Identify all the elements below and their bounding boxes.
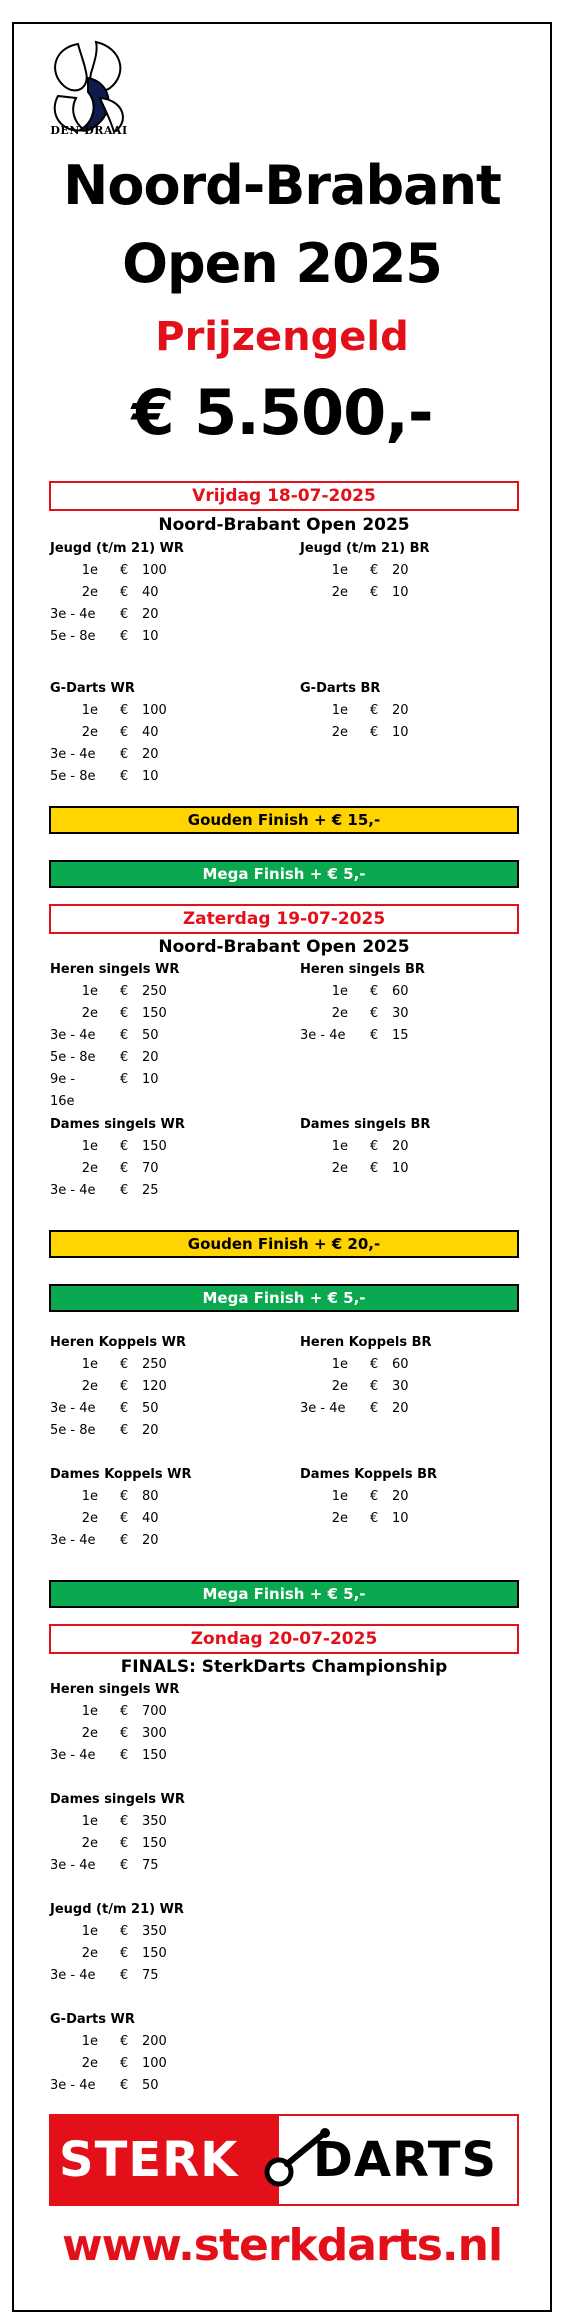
placement: 3e - 4e (50, 1401, 96, 1416)
euro-sign: € (120, 703, 129, 718)
placement: 1e (81, 1924, 98, 1939)
euro-sign: € (120, 1814, 129, 1829)
euro-sign: € (120, 1704, 129, 1719)
prize-amount: 10 (392, 1511, 409, 1526)
placement: 1e (331, 984, 348, 999)
placement: 3e - 4e (50, 607, 96, 622)
placement: 1e (331, 1139, 348, 1154)
euro-sign: € (370, 1489, 379, 1504)
sponsor-banner (49, 2114, 519, 2206)
prize-amount: 10 (142, 769, 159, 784)
title-line-2: Open 2025 (122, 232, 442, 295)
placement: 1e (81, 563, 98, 578)
euro-sign: € (120, 747, 129, 762)
prize-category-title: Jeugd (t/m 21) WR (50, 541, 184, 556)
prize-row (50, 1833, 270, 1855)
prize-amount: 10 (392, 1161, 409, 1176)
prize-amount: 20 (392, 1139, 409, 1154)
total-prize: € 5.500,- (131, 376, 433, 449)
gouden-finish-bar: Gouden Finish + € 20,- (49, 1230, 519, 1258)
prize-amount: 70 (142, 1161, 159, 1176)
prize-block (50, 2009, 270, 2097)
placement: 2e (81, 1836, 98, 1851)
prize-block (300, 1114, 520, 1180)
prize-amount: 350 (142, 1924, 167, 1939)
prize-amount: 250 (142, 984, 167, 999)
placement: 1e (81, 2034, 98, 2049)
euro-sign: € (120, 1748, 129, 1763)
placement: 1e (81, 1357, 98, 1372)
prize-row (300, 1025, 520, 1047)
euro-sign: € (370, 1357, 379, 1372)
prize-row (300, 582, 520, 604)
prize-amount: 150 (142, 1836, 167, 1851)
euro-sign: € (370, 725, 379, 740)
prize-amount: 20 (392, 1489, 409, 1504)
prize-row (300, 1158, 520, 1180)
prize-block (50, 1789, 270, 1877)
day-bar-sunday: Zondag 20-07-2025 (49, 1624, 519, 1654)
prize-amount: 350 (142, 1814, 167, 1829)
prize-row (50, 1376, 270, 1398)
prize-amount: 120 (142, 1379, 167, 1394)
euro-sign: € (120, 1858, 129, 1873)
prize-row (50, 766, 270, 788)
prize-row (50, 1508, 270, 1530)
subtitle: Prijzengeld (155, 314, 409, 360)
euro-sign: € (370, 1511, 379, 1526)
euro-sign: € (120, 1072, 129, 1087)
prize-row (50, 626, 270, 648)
prize-category-title: G-Darts WR (50, 681, 135, 696)
euro-sign: € (120, 1401, 129, 1416)
placement: 5e - 8e (50, 769, 96, 784)
mega-finish-bar: Mega Finish + € 5,- (49, 1580, 519, 1608)
prize-row (50, 2031, 270, 2053)
euro-sign: € (370, 1139, 379, 1154)
placement: 2e (81, 585, 98, 600)
euro-sign: € (120, 2034, 129, 2049)
prize-block (50, 1464, 270, 1552)
euro-sign: € (120, 984, 129, 999)
prize-category-title: Heren singels WR (50, 1682, 180, 1697)
event-title-sunday: FINALS: SterkDarts Championship (120, 1657, 448, 1677)
prize-row (50, 1723, 270, 1745)
placement: 5e - 8e (50, 1423, 96, 1438)
euro-sign: € (120, 563, 129, 578)
event-title-friday: Noord-Brabant Open 2025 (158, 515, 410, 535)
poster (12, 22, 552, 2312)
prize-category-title: Dames Koppels BR (300, 1467, 438, 1482)
prize-block (50, 1114, 270, 1202)
prize-row (50, 1486, 270, 1508)
placement: 2e (331, 725, 348, 740)
prize-row (50, 560, 270, 582)
prize-category-title: Dames singels BR (300, 1117, 431, 1132)
euro-sign: € (120, 725, 129, 740)
euro-sign: € (120, 1423, 129, 1438)
placement: 1e (331, 1489, 348, 1504)
prize-category-title: Dames singels WR (50, 1792, 185, 1807)
prize-row (50, 1047, 270, 1069)
euro-sign: € (120, 1028, 129, 1043)
euro-sign: € (120, 607, 129, 622)
prize-amount: 100 (142, 703, 167, 718)
prize-row (50, 1003, 270, 1025)
prize-row (300, 1376, 520, 1398)
gouden-finish-bar: Gouden Finish + € 15,- (49, 806, 519, 834)
euro-sign: € (120, 1533, 129, 1548)
prize-amount: 20 (392, 703, 409, 718)
placement: 1e (81, 703, 98, 718)
prize-amount: 60 (392, 984, 409, 999)
prize-row (50, 1180, 270, 1202)
prize-amount: 20 (142, 607, 159, 622)
euro-sign: € (120, 585, 129, 600)
euro-sign: € (120, 1924, 129, 1939)
placement: 1e (331, 703, 348, 718)
euro-sign: € (120, 1968, 129, 1983)
placement: 2e (81, 2056, 98, 2071)
placement: 3e - 4e (50, 1183, 96, 1198)
prize-category-title: Heren singels WR (50, 962, 180, 977)
title-line-1: Noord-Brabant (63, 154, 501, 217)
prize-row (50, 722, 270, 744)
prize-amount: 250 (142, 1357, 167, 1372)
euro-sign: € (370, 1161, 379, 1176)
event-title-saturday: Noord-Brabant Open 2025 (158, 937, 410, 957)
placement: 2e (81, 1161, 98, 1176)
euro-sign: € (120, 629, 129, 644)
prize-amount: 20 (142, 1423, 159, 1438)
prize-amount: 20 (392, 1401, 409, 1416)
prize-row (300, 1354, 520, 1376)
placement: 2e (81, 1379, 98, 1394)
placement: 2e (331, 1379, 348, 1394)
prize-amount: 40 (142, 725, 159, 740)
euro-sign: € (370, 585, 379, 600)
prize-amount: 100 (142, 563, 167, 578)
prize-block (300, 538, 520, 604)
placement: 3e - 4e (50, 1533, 96, 1548)
placement: 1e (81, 984, 98, 999)
prize-amount: 50 (142, 1028, 159, 1043)
prize-row (300, 560, 520, 582)
placement: 3e - 4e (50, 1028, 96, 1043)
prize-amount: 50 (142, 1401, 159, 1416)
prize-row (50, 1354, 270, 1376)
placement: 3e - 4e (50, 747, 96, 762)
prize-block (50, 678, 270, 788)
euro-sign: € (120, 1726, 129, 1741)
prize-category-title: Heren Koppels BR (300, 1335, 432, 1350)
prize-row (300, 1398, 520, 1420)
prize-block (50, 1899, 270, 1987)
prize-row (50, 1398, 270, 1420)
placement: 5e - 8e (50, 629, 96, 644)
euro-sign: € (120, 2056, 129, 2071)
prize-row (50, 700, 270, 722)
prize-amount: 10 (392, 725, 409, 740)
prize-category-title: G-Darts BR (300, 681, 381, 696)
prize-category-title: Heren singels BR (300, 962, 425, 977)
euro-sign: € (120, 1183, 129, 1198)
prize-category-title: G-Darts WR (50, 2012, 135, 2027)
prize-row (50, 1921, 270, 1943)
prize-row (300, 1136, 520, 1158)
prize-amount: 150 (142, 1946, 167, 1961)
mega-finish-bar: Mega Finish + € 5,- (49, 1284, 519, 1312)
prize-amount: 60 (392, 1357, 409, 1372)
day-bar-friday: Vrijdag 18-07-2025 (49, 481, 519, 511)
prize-row (300, 1003, 520, 1025)
euro-sign: € (120, 1006, 129, 1021)
prize-category-title: Jeugd (t/m 21) WR (50, 1902, 184, 1917)
prize-row (50, 2053, 270, 2075)
placement: 1e (81, 1489, 98, 1504)
prize-amount: 150 (142, 1006, 167, 1021)
prize-block (300, 1464, 520, 1530)
prize-block (50, 1332, 270, 1442)
prize-row (300, 1486, 520, 1508)
prize-amount: 15 (392, 1028, 409, 1043)
prize-amount: 40 (142, 585, 159, 600)
prize-row (50, 1855, 270, 1877)
placement: 1e (81, 1704, 98, 1719)
prize-amount: 10 (142, 1072, 159, 1087)
euro-sign: € (120, 1161, 129, 1176)
placement: 2e (331, 1006, 348, 1021)
prize-block (50, 1679, 270, 1767)
prize-row (300, 722, 520, 744)
prize-category-title: Dames singels WR (50, 1117, 185, 1132)
prize-amount: 200 (142, 2034, 167, 2049)
prize-row (300, 981, 520, 1003)
placement: 2e (331, 1161, 348, 1176)
prize-row (50, 2075, 270, 2097)
euro-sign: € (370, 1401, 379, 1416)
prize-amount: 25 (142, 1183, 159, 1198)
placement: 1e (331, 1357, 348, 1372)
euro-sign: € (120, 1836, 129, 1851)
website-link[interactable]: www.sterkdarts.nl (61, 2220, 503, 2271)
prize-row (50, 604, 270, 626)
prize-row (50, 1420, 270, 1442)
prize-amount: 20 (142, 747, 159, 762)
prize-row (50, 1136, 270, 1158)
prize-row (50, 1530, 270, 1552)
placement: 1e (81, 1814, 98, 1829)
prize-category-title: Dames Koppels WR (50, 1467, 192, 1482)
placement: 2e (81, 1946, 98, 1961)
placement: 2e (331, 585, 348, 600)
placement: 9e - 16e (50, 1072, 76, 1109)
placement: 3e - 4e (50, 1968, 96, 1983)
placement: 2e (81, 725, 98, 740)
euro-sign: € (370, 984, 379, 999)
prize-row (50, 1158, 270, 1180)
placement: 2e (81, 1511, 98, 1526)
prize-amount: 10 (392, 585, 409, 600)
euro-sign: € (120, 1357, 129, 1372)
placement: 2e (331, 1511, 348, 1526)
prize-amount: 30 (392, 1379, 409, 1394)
prize-row (50, 1965, 270, 1987)
prize-amount: 20 (392, 563, 409, 578)
euro-sign: € (120, 769, 129, 784)
euro-sign: € (120, 1946, 129, 1961)
placement: 1e (331, 563, 348, 578)
euro-sign: € (120, 1379, 129, 1394)
prize-amount: 80 (142, 1489, 159, 1504)
placement: 3e - 4e (50, 1858, 96, 1873)
euro-sign: € (120, 1489, 129, 1504)
euro-sign: € (120, 2078, 129, 2093)
euro-sign: € (120, 1511, 129, 1526)
prize-row (50, 1943, 270, 1965)
prize-row (300, 1508, 520, 1530)
prize-amount: 700 (142, 1704, 167, 1719)
prize-block (50, 538, 270, 648)
euro-sign: € (120, 1139, 129, 1154)
prize-row (50, 1025, 270, 1047)
prize-row (300, 700, 520, 722)
prize-row (50, 981, 270, 1003)
prize-row (50, 1069, 270, 1109)
prize-row (50, 1701, 270, 1723)
prize-row (50, 582, 270, 604)
prize-amount: 300 (142, 1726, 167, 1741)
placement: 2e (81, 1006, 98, 1021)
prize-amount: 100 (142, 2056, 167, 2071)
den-draai-logo (40, 38, 142, 156)
prize-amount: 20 (142, 1050, 159, 1065)
placement: 2e (81, 1726, 98, 1741)
prize-block (50, 959, 270, 1109)
mega-finish-bar: Mega Finish + € 5,- (49, 860, 519, 888)
prize-amount: 10 (142, 629, 159, 644)
prize-amount: 50 (142, 2078, 159, 2093)
day-bar-saturday: Zaterdag 19-07-2025 (49, 904, 519, 934)
logo-caption: DEN DRAAI (50, 124, 128, 137)
prize-category-title: Heren Koppels WR (50, 1335, 186, 1350)
euro-sign: € (120, 1050, 129, 1065)
prize-block (300, 959, 520, 1047)
placement: 1e (81, 1139, 98, 1154)
euro-sign: € (370, 1379, 379, 1394)
placement: 5e - 8e (50, 1050, 96, 1065)
prize-amount: 75 (142, 1968, 159, 1983)
prize-amount: 40 (142, 1511, 159, 1526)
placement: 3e - 4e (50, 1748, 96, 1763)
sponsor-name-left: STERK (59, 2132, 239, 2188)
prize-block (300, 678, 520, 744)
prize-amount: 150 (142, 1748, 167, 1763)
euro-sign: € (370, 563, 379, 578)
euro-sign: € (370, 1006, 379, 1021)
prize-block (300, 1332, 520, 1420)
prize-amount: 20 (142, 1533, 159, 1548)
placement: 3e - 4e (50, 2078, 96, 2093)
prize-amount: 150 (142, 1139, 167, 1154)
prize-row (50, 744, 270, 766)
prize-amount: 30 (392, 1006, 409, 1021)
prize-row (50, 1811, 270, 1833)
euro-sign: € (370, 1028, 379, 1043)
placement: 3e - 4e (300, 1028, 346, 1043)
sponsor-name-right: DARTS (313, 2132, 498, 2188)
placement: 3e - 4e (300, 1401, 346, 1416)
prize-category-title: Jeugd (t/m 21) BR (300, 541, 430, 556)
prize-row (50, 1745, 270, 1767)
euro-sign: € (370, 703, 379, 718)
prize-amount: 75 (142, 1858, 159, 1873)
